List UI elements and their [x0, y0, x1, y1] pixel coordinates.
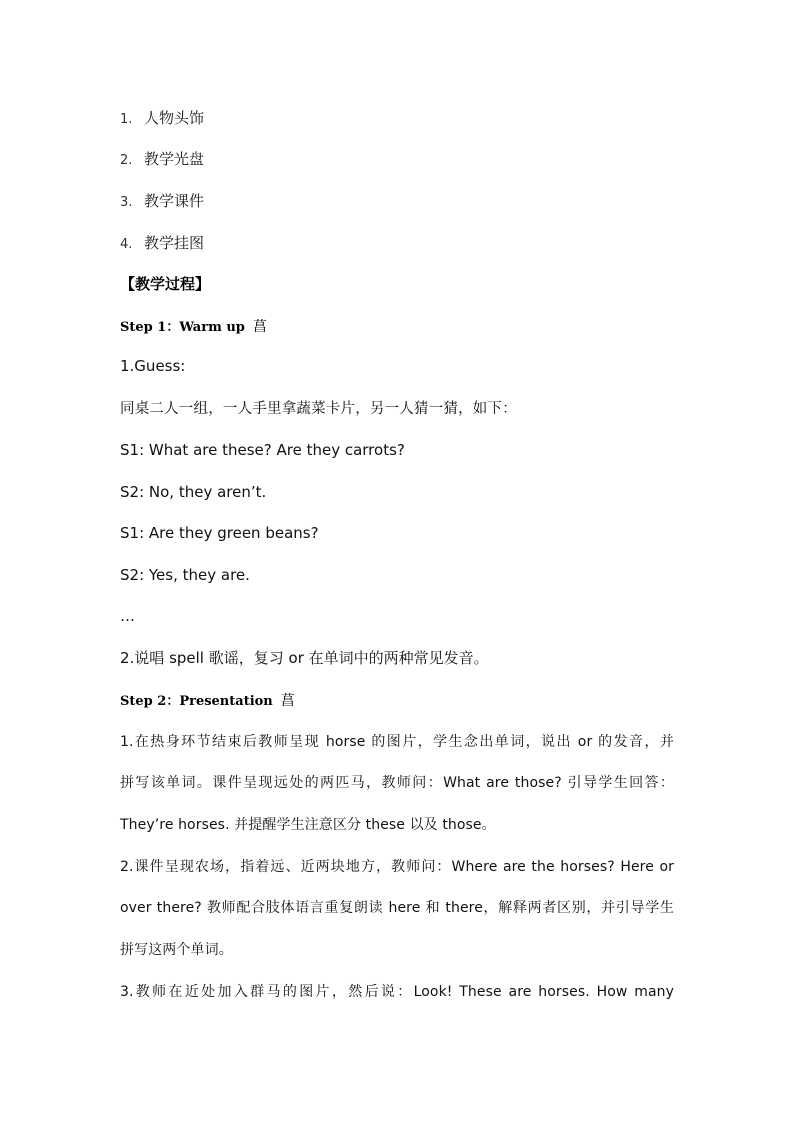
list-text: 人物头饰: [144, 109, 205, 127]
paragraph-line: They’re horses. 并提醒学生注意区分 these 以及 those。: [120, 817, 496, 833]
step-2-label: Step 2：Presentation: [120, 694, 273, 709]
guess-intro: 同桌二人一组，一人手里拿蔬菜卡片，另一人猜一猜，如下：: [120, 401, 517, 417]
paragraph-line: 1.在热身环节结束后教师呈现 horse 的图片，学生念出单词，说出 or 的发音，并: [120, 734, 674, 750]
list-text: 教学课件: [144, 192, 205, 210]
paragraph-line: 拼写该单词。课件呈现远处的两匹马，教师问：What are those? 引导学生回答：: [120, 775, 674, 791]
list-number: 1.: [120, 112, 133, 127]
dialogue-line: S1: Are they green beans?: [120, 524, 319, 542]
paragraph-line: over there? 教师配合肢体语言重复朗读 here 和 there，解释两者区别，并引导学生: [120, 900, 674, 916]
list-number: 3.: [120, 195, 133, 210]
list-text: 教学光盘: [144, 150, 205, 168]
list-text: 教学挂图: [144, 234, 205, 252]
list-item: [120, 111, 204, 126]
ellipsis: …: [120, 607, 135, 625]
list-number: 2.: [120, 153, 133, 168]
paragraph-line: 2.课件呈现农场，指着远、近两块地方，教师问：Where are the horses? Here or: [120, 859, 674, 875]
step-1-mark: 菖: [252, 319, 267, 335]
list-number: 4.: [120, 237, 133, 252]
step-2-mark: 菖: [280, 693, 295, 709]
dialogue-line: S2: Yes, they are.: [120, 566, 250, 584]
list-item: [120, 236, 204, 251]
paragraph-line: 拼写这两个单词。: [120, 942, 233, 958]
dialogue-line: S1: What are these? Are they carrots?: [120, 441, 405, 459]
dialogue-line: S2: No, they aren’t.: [120, 483, 267, 501]
step-1-label: Step 1：Warm up: [120, 320, 245, 335]
section-heading: 【教学过程】: [120, 275, 211, 293]
step-1-title: [120, 320, 267, 334]
step-2-title: [120, 694, 295, 708]
chant-line: 2.说唱 spell 歌谣，复习 or 在单词中的两种常见发音。: [120, 649, 489, 667]
list-item: [120, 194, 204, 209]
list-item: [120, 152, 204, 167]
guess-title: 1.Guess:: [120, 357, 186, 375]
paragraph-line: 3.教师在近处加入群马的图片，然后说：Look! These are horses. How many: [120, 984, 674, 1000]
